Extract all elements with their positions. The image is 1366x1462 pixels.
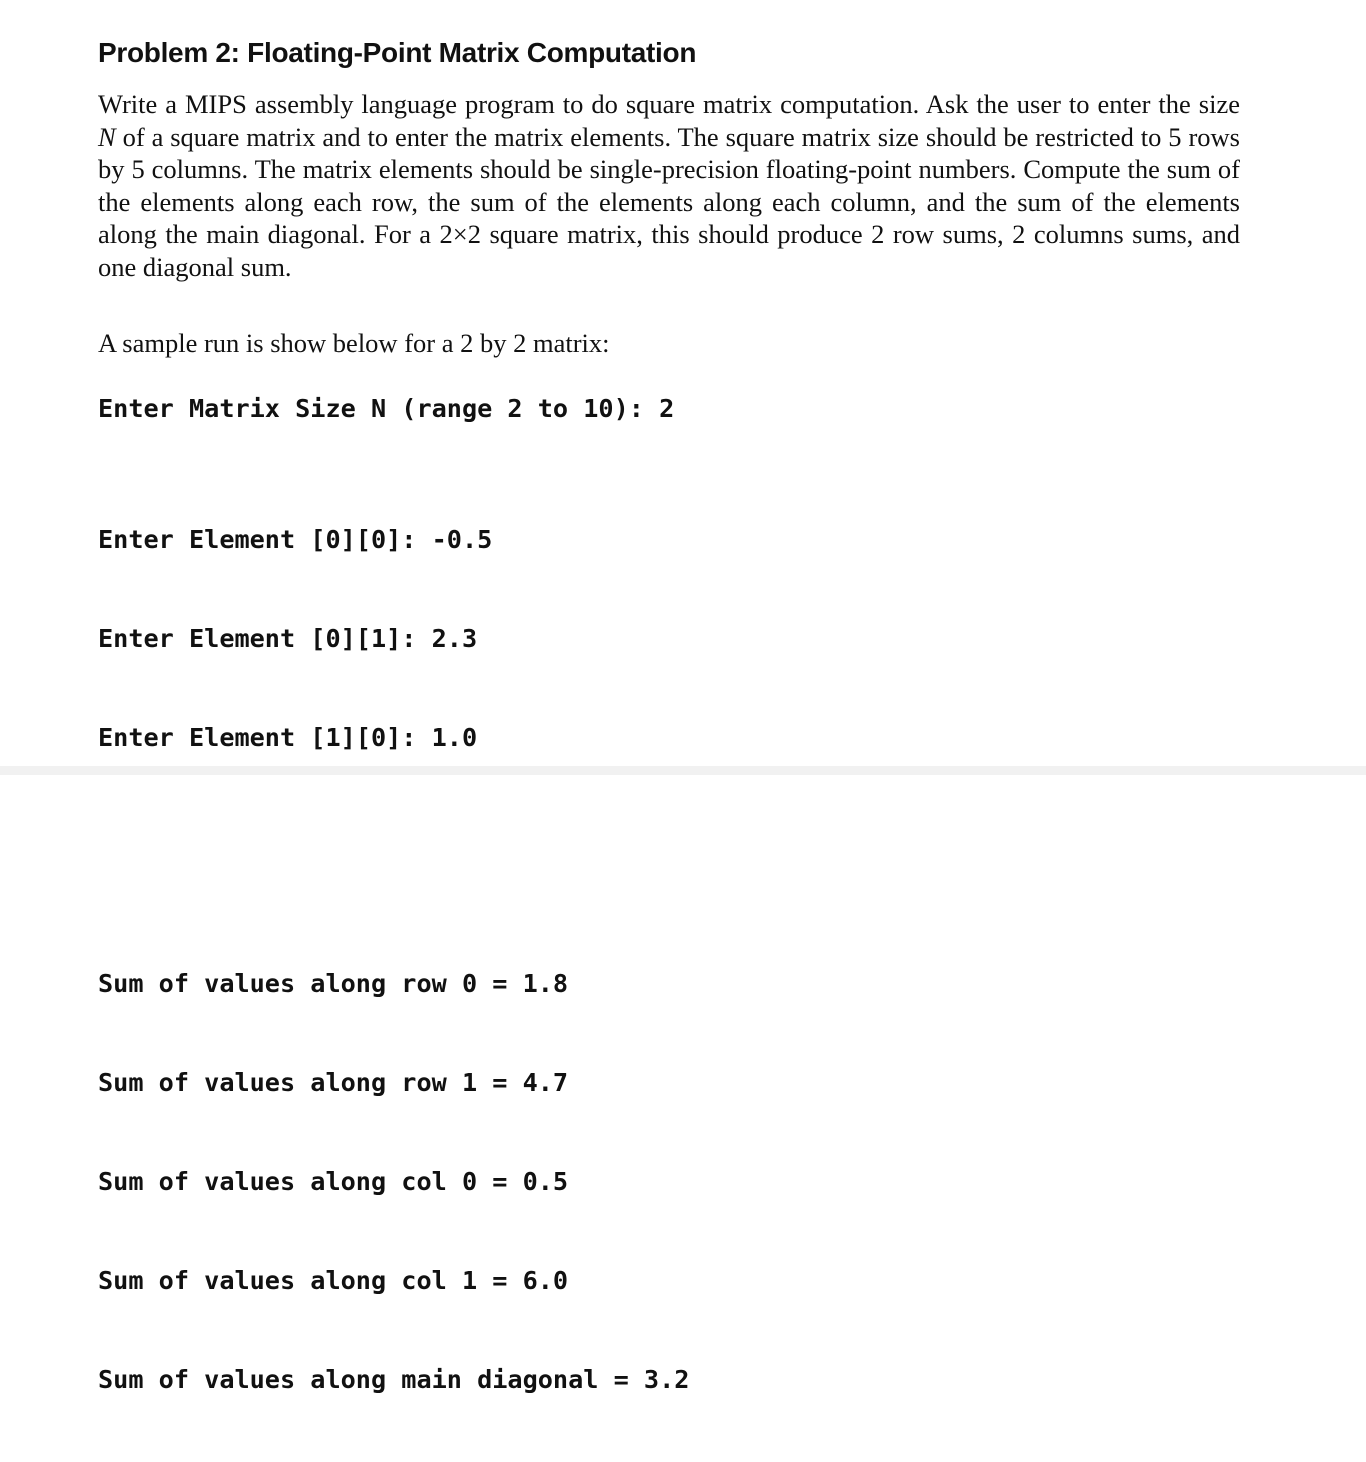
matrix-size-prompt: Enter Matrix Size N (range 2 to 10): 2 xyxy=(98,394,675,423)
result-line: Sum of values along main diagonal = 3.2 xyxy=(98,1365,690,1394)
matrix-size-variable: N xyxy=(98,121,116,152)
problem-title: Problem 2: Floating-Point Matrix Computation xyxy=(98,37,697,68)
problem-description-part2: of a square matrix and to enter the matrix elements. The square matrix size should be restricted to 5 rows by 5 columns. The matrix elements should be single-precision floating-point numbers. Compute the sum of the elements along each row, the sum of the elements along each column, and the sum of the elements along the main diagonal. For a 2×2 square matrix, this should produce 2 row sums, 2 columns sums, and one diagonal sum. xyxy=(98,121,1240,282)
element-prompt-line: Enter Element [0][0]: -0.5 xyxy=(98,525,493,554)
problem-description xyxy=(98,88,1240,284)
element-prompt-line: Enter Element [0][1]: 2.3 xyxy=(98,624,478,653)
result-line: Sum of values along col 0 = 0.5 xyxy=(98,1167,569,1196)
page-break-divider xyxy=(0,766,1366,775)
result-line: Sum of values along row 1 = 4.7 xyxy=(98,1068,569,1097)
sample-run-intro: A sample run is show below for a 2 by 2 matrix: xyxy=(98,328,610,358)
result-line: Sum of values along col 1 = 6.0 xyxy=(98,1266,569,1295)
element-prompt-line: Enter Element [1][0]: 1.0 xyxy=(98,723,478,752)
sum-results xyxy=(98,901,689,1462)
problem-description-part1: Write a MIPS assembly language program to do square matrix computation. Ask the user to enter the size xyxy=(98,89,1240,119)
result-line: Sum of values along row 0 = 1.8 xyxy=(98,969,569,998)
